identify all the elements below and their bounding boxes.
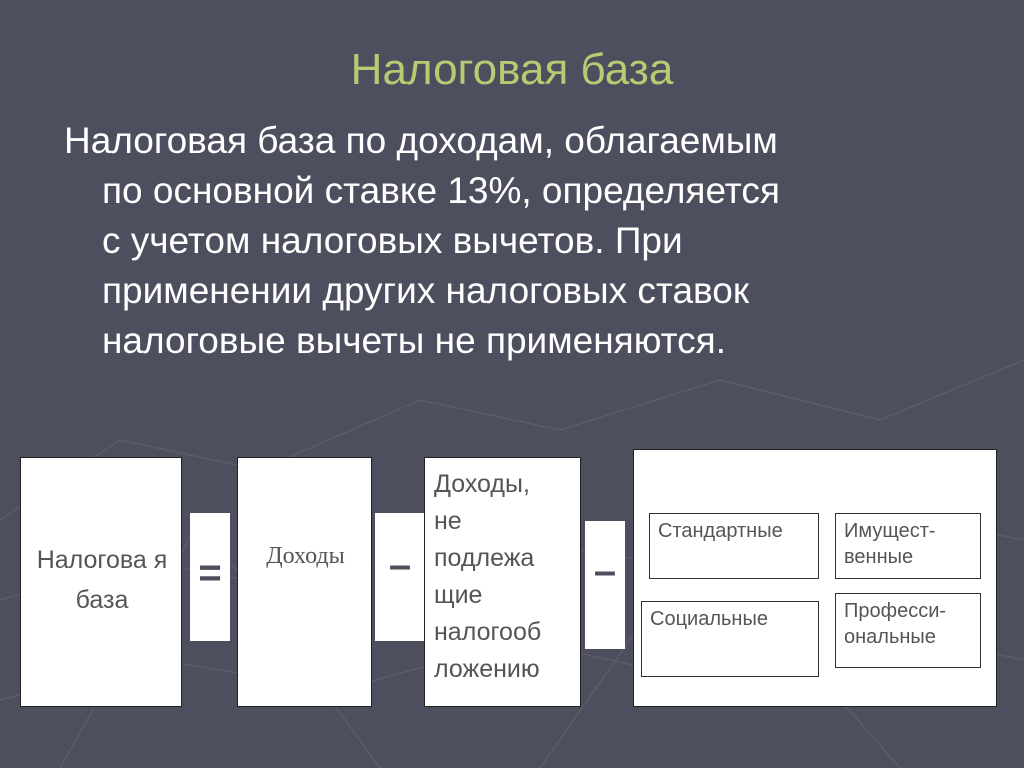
minus-sign-2: –	[593, 549, 617, 593]
slide-body-text	[64, 116, 964, 366]
minus-operator-2	[585, 521, 625, 649]
deductions-box	[633, 449, 997, 707]
body-line-5: налоговые вычеты не применяются.	[102, 320, 726, 361]
minus-operator-1	[375, 513, 425, 641]
tax-base-label: Налогова я база	[36, 546, 168, 614]
slide-title: Налоговая база	[350, 45, 674, 94]
equals-operator	[190, 513, 230, 641]
equals-sign: =	[198, 551, 222, 595]
body-line-3: с учетом налоговых вычетов. При	[102, 220, 683, 261]
non-taxable-income-label: Доходы, не подлежа щие налогооб ложению	[434, 470, 542, 683]
minus-sign-1: –	[388, 543, 412, 587]
income-label: Доходы	[266, 543, 345, 569]
income-box	[237, 457, 372, 707]
non-taxable-income-box	[424, 457, 581, 707]
deduction-standard: Стандартные	[649, 513, 819, 579]
deduction-social: Социальные	[641, 601, 819, 677]
body-line-4: применении других налоговых ставок	[102, 270, 750, 311]
tax-base-box	[20, 457, 182, 707]
body-line-1: Налоговая база по доходам, облагаемым	[64, 120, 778, 161]
deduction-professional: Професси-ональные	[835, 593, 981, 668]
deduction-property: Имущест-венные	[835, 513, 981, 579]
body-line-2: по основной ставке 13%, определяется	[102, 170, 780, 211]
